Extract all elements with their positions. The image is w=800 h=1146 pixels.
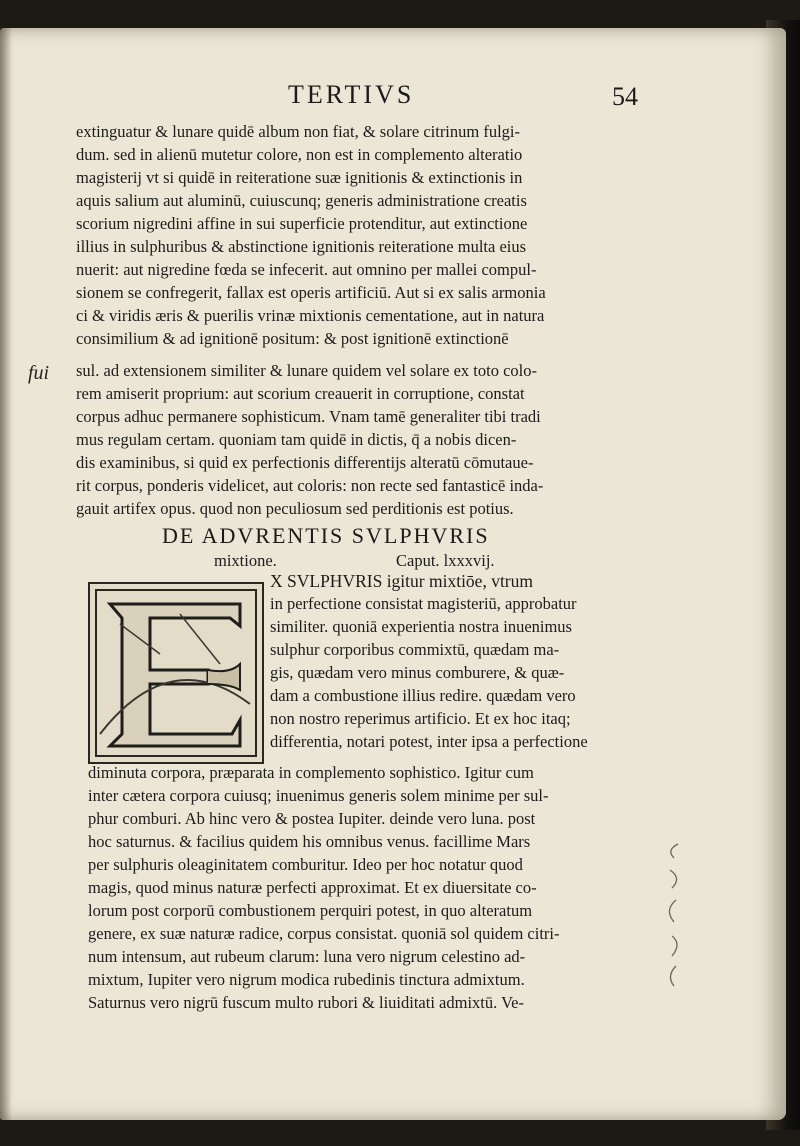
text-line: sionem se confregerit, fallax est operis artificiū. Aut si ex salis armonia [76,283,546,302]
text-line: in perfectione consistat magisteriū, approbatur [270,594,577,613]
text-line: aquis salium aut aluminū, cuiuscunq; generis administratione creatis [76,191,527,210]
text-line: hoc saturnus. & facilius quidem his omnibus venus. facillime Mars [88,832,531,851]
chapter-number: Caput. lxxxvij. [396,551,495,570]
text-line: dam a combustione illius redire. quædam vero [270,686,576,705]
text-line: scorium nigredini affine in sui superficie protenditur, aut extinctione [76,214,528,233]
running-head: TERTIVS [288,80,415,109]
text-line: diminuta corpora, præparata in complemento sophistico. Igitur cum [88,763,534,782]
text-line: sulphur corporibus commixtū, quædam ma- [270,640,560,659]
text-line: rem amiserit proprium: aut scorium creauerit in corruptione, constat [76,384,525,403]
text-line: consimilium & ad ignitionē positum: & post ignitionē extinctionē [76,329,509,348]
text-line: phur comburi. Ab hinc vero & postea Iupiter. deinde vero luna. post [88,809,536,828]
text-line: illius in sulphuribus & abstinctione ignitionis reiteratione multa eius [76,237,527,256]
text-line: Saturnus vero nigrū fuscum multo rubori & liuiditati admixtū. Ve- [88,993,524,1012]
text-line: dis examinibus, si quid ex perfectionis differentijs alteratū cōmutaue- [76,453,534,472]
initial-e-woodcut [90,584,262,762]
text-line: sul. ad extensionem similiter & lunare quidem vel solare ex toto colo- [76,361,537,380]
text-line: nuerit: aut nigredine fœda se infecerit. aut omnino per mallei compul- [76,260,537,279]
text-line: magisterij vt si quidē in reiteratione suæ ignitionis & extinctionis in [76,168,523,187]
text-line: lorum post corporū combustionem perquiri potest, in quo alteratum [88,901,533,920]
text-line: dum. sed in alienū mutetur colore, non est in complemento alteratio [76,145,523,164]
spine-shadow [0,28,12,1120]
text-line: extinguatur & lunare quidē album non fiat, & solare citrinum fulgi- [76,122,521,141]
text-line: per sulphuris oleaginitatem comburitur. Ideo per hoc notatur quod [88,855,523,874]
decorated-initial-e [88,582,264,764]
text-line: genere, ex suæ naturæ radice, corpus consistat. quoniā sol quidem citri- [88,924,560,943]
text-line: ci & viridis æris & puerilis vrinæ mixtionis cementatione, aut in natura [76,306,545,325]
page-number: 54 [612,82,638,111]
chapter-subtitle: mixtione. [214,551,277,570]
chapter-title: DE ADVRENTIS SVLPHVRIS [162,523,490,548]
text-line: gis, quædam vero minus comburere, & quæ- [270,663,565,682]
text-line: mus regulam certam. quoniam tam quidē in dictis, q̄ a nobis dicen- [76,430,517,449]
text-line: rit corpus, ponderis videlicet, aut coloris: non recte sed fantasticē inda- [76,476,544,495]
text-line: non nostro reperimus artificio. Et ex hoc itaq; [270,709,571,728]
margin-note: fui [28,362,50,384]
text-line: corpus adhuc permanere sophisticum. Vnam tamē generaliter tibi tradi [76,407,541,426]
text-line: gauit artifex opus. quod non peculiosum sed perditionis est potius. [76,499,514,518]
text-line: differentia, notari potest, inter ipsa a perfectione [270,732,588,751]
text-line: magis, quod minus naturæ perfecti approximat. Et ex diuersitate co- [88,878,537,897]
text-line: mixtum, Iupiter vero nigrum modica rubedinis tinctura admixtum. [88,970,525,989]
pencil-marginal-marks [660,840,690,990]
text-line: inter cætera corpora cuiusq; inuenimus generis solem minime per sul- [88,786,549,805]
text-line: X SVLPHVRIS igitur mixtiōe, vtrum [270,571,533,591]
text-line: similiter. quoniā experientia nostra inuenimus [270,617,572,636]
text-line: num intensum, aut rubeum clarum: luna vero nigrum celestino ad- [88,947,526,966]
